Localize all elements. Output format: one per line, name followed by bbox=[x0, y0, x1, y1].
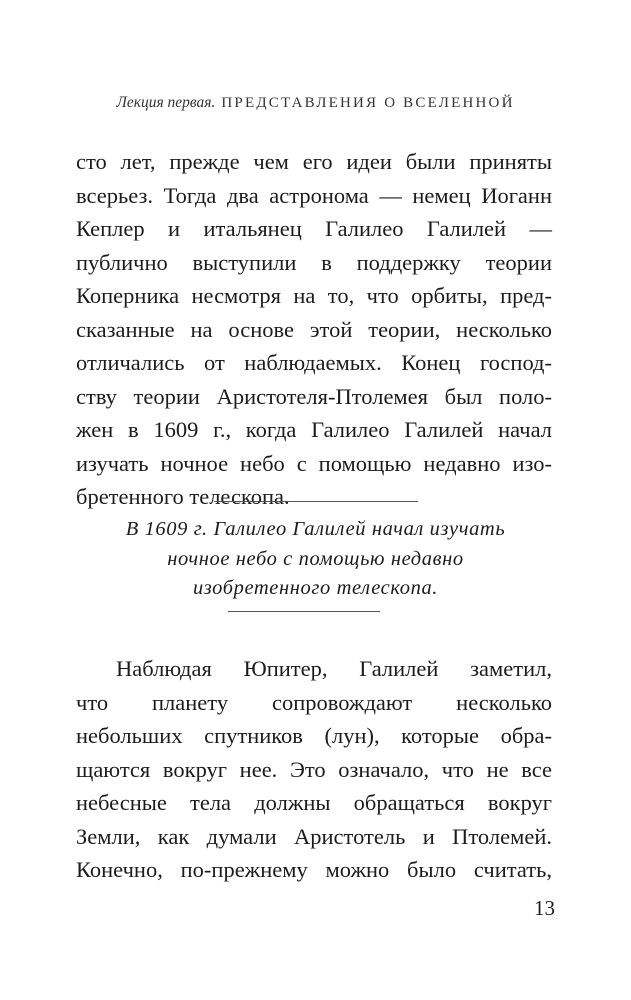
paragraph-line: жен в 1609 г., когда Галилео Галилей начал bbox=[76, 417, 552, 442]
pullquote bbox=[60, 515, 571, 604]
paragraph-line: изучать ночное небо с помощью недавно изо- bbox=[76, 450, 552, 476]
paragraph-line: сказанные на основе этой теории, несколько bbox=[76, 316, 552, 342]
paragraph-line: публично выступили в поддержку теории bbox=[76, 249, 552, 275]
pullquote-line: В 1609 г. Галилео Галилей начал изучать bbox=[125, 518, 506, 540]
paragraph-line: небольших спутников (лун), которые обра- bbox=[76, 723, 552, 748]
running-head-section: ПРЕДСТАВЛЕНИЯ О ВСЕЛЕННОЙ bbox=[221, 95, 515, 111]
paragraph-line: небесные тела должны обращаться вокруг bbox=[76, 790, 552, 815]
paragraph-2 bbox=[76, 652, 552, 887]
paragraph-line: Коперника несмотря на то, что орбиты, пред- bbox=[76, 283, 552, 308]
pullquote-rule-bottom bbox=[228, 611, 380, 612]
paragraph-line: Кеплер и итальянец Галилео Галилей — bbox=[76, 216, 552, 241]
paragraph-line: всерьез. Тогда два астронома — немец Иоганн bbox=[76, 182, 552, 208]
paragraph-1 bbox=[76, 145, 552, 514]
running-head-lecture: Лекция первая. bbox=[116, 94, 216, 111]
paragraph-line: что планету сопровождают несколько bbox=[76, 689, 552, 715]
page-number: 13 bbox=[534, 896, 555, 920]
paragraph-line: ству теории Аристотеля-Птолемея был поло- bbox=[76, 383, 552, 409]
pullquote-line: ночное небо с помощью недавно bbox=[167, 547, 464, 570]
paragraph-line: Конечно, по-прежнему можно было считать, bbox=[76, 857, 552, 882]
paragraph-line: отличались от наблюдаемых. Конец господ- bbox=[76, 350, 552, 375]
pullquote-rule-top bbox=[214, 501, 418, 502]
paragraph-line: щаются вокруг нее. Это означало, что не все bbox=[76, 756, 552, 782]
paragraph-line: бретенного телескопа. bbox=[76, 484, 290, 509]
running-head bbox=[0, 94, 631, 112]
paragraph-line: сто лет, прежде чем его идеи были приняты bbox=[76, 149, 552, 174]
pullquote-line: изобретенного телескопа. bbox=[192, 577, 439, 599]
paragraph-line: Земли, как думали Аристотель и Птолемей. bbox=[76, 823, 552, 849]
paragraph-line: Наблюдая Юпитер, Галилей заметил, bbox=[116, 656, 552, 681]
